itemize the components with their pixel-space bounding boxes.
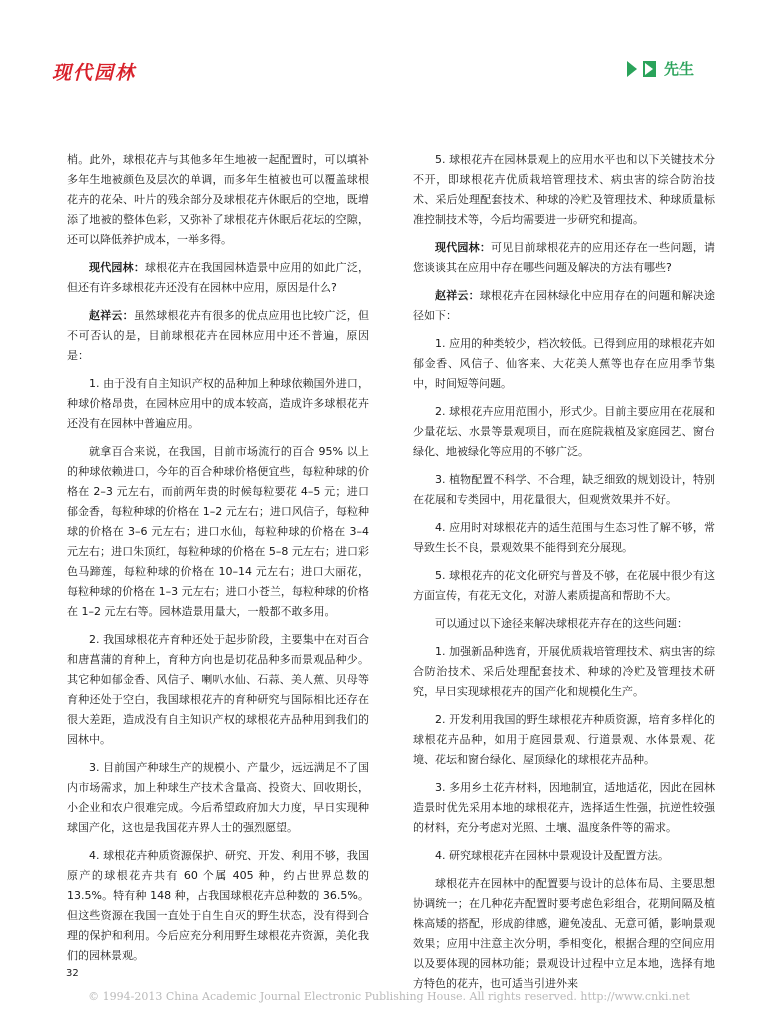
paragraph: [67, 150, 369, 250]
paragraph-text: 球根花卉在我国园林造景中应用的如此广泛，但还有许多球根花卉还没有在园林中应用，原因是什么?: [67, 261, 370, 294]
speaker-label: 赵祥云：: [89, 309, 134, 322]
paragraph: [413, 778, 715, 838]
paragraph: [413, 874, 715, 994]
paragraph-text: 2. 球根花卉应用范围小，形式少。目前主要应用在花展和少量花坛、水景等景观项目，而在庭院栽植及家庭园艺、窗台绿化、地被绿化等应用的不够广泛。: [413, 405, 715, 458]
paragraph-text: 球根花卉在园林绿化中应用存在的问题和解决途径如下：: [413, 289, 716, 322]
paragraph: [413, 614, 715, 634]
paragraph: [413, 402, 715, 462]
speaker-label: 现代园林：: [89, 261, 146, 274]
paragraph-text: 可见目前球根花卉的应用还存在一些问题，请您谈谈其在应用中存在哪些问题及解决的方法有哪些?: [413, 241, 716, 274]
paragraph-text: 4. 研究球根花卉在园林中景观设计及配置方法。: [435, 849, 669, 862]
paragraph-text: 可以通过以下途径来解决球根花卉存在的这些问题：: [435, 617, 688, 630]
paragraph: [413, 642, 715, 702]
paragraph-text: 球根花卉在园林中的配置要与设计的总体布局、主要思想协调统一；在几种花卉配置时要考虑色彩组合，花期间隔及植株高矮的搭配，形成韵律感，避免凌乱、无意可循，影响景观效果；应用中注意主次分明，季相变化，根据合理的空间应用以及要体现的园林功能；景观设计过程中立足本地，选择有地方特色的花卉，也可适当引进外来: [413, 877, 715, 990]
copyright-notice: © 1994-2013 China Academic Journal Electronic Publishing House. All rights reserved. http://www.cnki.net: [88, 990, 690, 1003]
qa-paragraph: [413, 286, 715, 326]
paragraph-text: 5. 球根花卉在园林景观上的应用水平也和以下关键技术分不开，即球根花卉优质栽培管理技术、病虫害的综合防治技术、采后处理配套技术、种球的冷贮及管理技术、种球质量标准控制技术等，今后均需要进一步研究和提高。: [413, 153, 715, 226]
qa-paragraph: [67, 258, 369, 298]
qa-paragraph: [67, 306, 369, 366]
paragraph-text: 就拿百合来说，在我国，目前市场流行的百合 95% 以上的种球依赖进口，今年的百合种球价格便宜些，每粒种球的价格在 2–3 元左右，而前两年贵的时候每粒要花 4–5 元；进口郁金香，每粒种球的价格在 1–2 元左右；进口风信子，每粒种球的价格在 3–6 元左右；进口水仙，每粒种球的价格在 3–4 元左右；进口朱顶红，每粒种球的价格在 5–8 元左右；进口彩色马蹄莲，每粒种球的价格在 10–14 元左右；进口大丽花，每粒种球的价格在 1–3 元左右；进口小苍兰，每粒种球的价格在 1–2 元左右等。园林造景用量大，一般都不敢多用。: [67, 445, 369, 618]
paragraph: [67, 758, 369, 838]
paragraph: [67, 374, 369, 434]
paragraph-text: 3. 多用乡土花卉材料，因地制宜，适地适花，因此在园林造景时优先采用本地的球根花卉，选择适生性强，抗逆性较强的材料，充分考虑对光照、土壤、温度条件等的需求。: [413, 781, 715, 834]
arrow-icon: [627, 61, 637, 77]
paragraph: [67, 630, 369, 750]
page-number: 32: [66, 968, 79, 979]
section-name: 先生: [663, 60, 694, 78]
paragraph-text: 3. 目前国产种球生产的规模小、产量少，远远满足不了国内市场需求，加上种球生产技术含量高、投资大、回收期长，小企业和农户很难完成。今后希望政府加大力度，早日实现种球国产化，这也是我国花卉界人士的强烈愿望。: [67, 761, 369, 834]
paragraph-text: 3. 植物配置不科学、不合理，缺乏细致的规划设计，特别在花展和专类园中，用花量很大，但观赏效果并不好。: [413, 473, 715, 506]
paragraph-text: 4. 应用时对球根花卉的适生范围与生态习性了解不够，常导致生长不良，景观效果不能得到充分展现。: [413, 521, 715, 554]
speaker-label: 现代园林：: [435, 241, 492, 254]
paragraph-text: 4. 球根花卉种质资源保护、研究、开发、利用不够，我国原产的球根花卉共有 60 个属 405 种，约占世界总数的 13.5%。特有种 148 种，占我国球根花卉总种数的 36.5%。但这些资源在我国一直处于自生自灭的野生状态，没有得到合理的保护和利用。今后应充分利用野生球根花卉资源，美化我们的园林景观。: [67, 849, 369, 962]
paragraph-text: 2. 我国球根花卉育种还处于起步阶段，主要集中在对百合和唐菖蒲的育种上，育种方向也是切花品种多而景观品种少。其它种如郁金香、风信子、喇叭水仙、石蒜、美人蕉、贝母等育种还处于空白，我国球根花卉的育种研究与国际相比还存在很大差距，造成没有自主知识产权的球根花卉品种用到我们的园林中。: [67, 633, 369, 746]
paragraph-text: 1. 应用的种类较少，档次较低。已得到应用的球根花卉如郁金香、风信子、仙客来、大花美人蕉等也存在应用季节集中，时间短等问题。: [413, 337, 715, 390]
paragraph-text: 1. 加强新品种选育，开展优质栽培管理技术、病虫害的综合防治技术、采后处理配套技术、种球的冷贮及管理技术研究，早日实现球根花卉的国产化和规模化生产。: [413, 645, 715, 698]
paragraph-text: 梢。此外，球根花卉与其他多年生地被一起配置时，可以填补多年生地被颜色及层次的单调，而多年生植被也可以覆盖球根花卉的花朵、叶片的残余部分及球根花卉休眠后的空地，既增添了地被的整体色彩，又弥补了球根花卉休眠后花坛的空隙，还可以降低养护成本，一举多得。: [67, 153, 369, 246]
paragraph-text: 虽然球根花卉有很多的优点应用也比较广泛，但不可否认的是，目前球根花卉在园林应用中还不普遍，原因是：: [67, 309, 370, 362]
paragraph: [413, 518, 715, 558]
paragraph: [413, 566, 715, 606]
journal-logo: 现代园林: [52, 62, 137, 84]
arrow-box-icon: [643, 61, 656, 77]
paragraph: [413, 150, 715, 230]
paragraph: [413, 334, 715, 394]
paragraph: [67, 846, 369, 966]
paragraph: [67, 442, 369, 622]
left-column: [67, 150, 369, 974]
qa-paragraph: [413, 238, 715, 278]
paragraph-text: 1. 由于没有自主知识产权的品种加上种球依赖国外进口，种球价格昂贵，在园林应用中的成本较高，造成许多球根花卉还没有在园林中普遍应用。: [67, 377, 369, 430]
paragraph-text: 2. 开发利用我国的野生球根花卉种质资源，培育多样化的球根花卉品种，如用于庭园景观、行道景观、水体景观、花境、花坛和窗台绿化、屋顶绿化的球根花卉品种。: [413, 713, 715, 766]
right-column: [413, 150, 715, 1002]
paragraph: [413, 470, 715, 510]
paragraph: [413, 846, 715, 866]
section-header: [627, 58, 694, 79]
paragraph: [413, 710, 715, 770]
speaker-label: 赵祥云：: [435, 289, 480, 302]
paragraph-text: 5. 球根花卉的花文化研究与普及不够，在花展中很少有这方面宣传，有花无文化，对游人素质提高和帮助不大。: [413, 569, 715, 602]
